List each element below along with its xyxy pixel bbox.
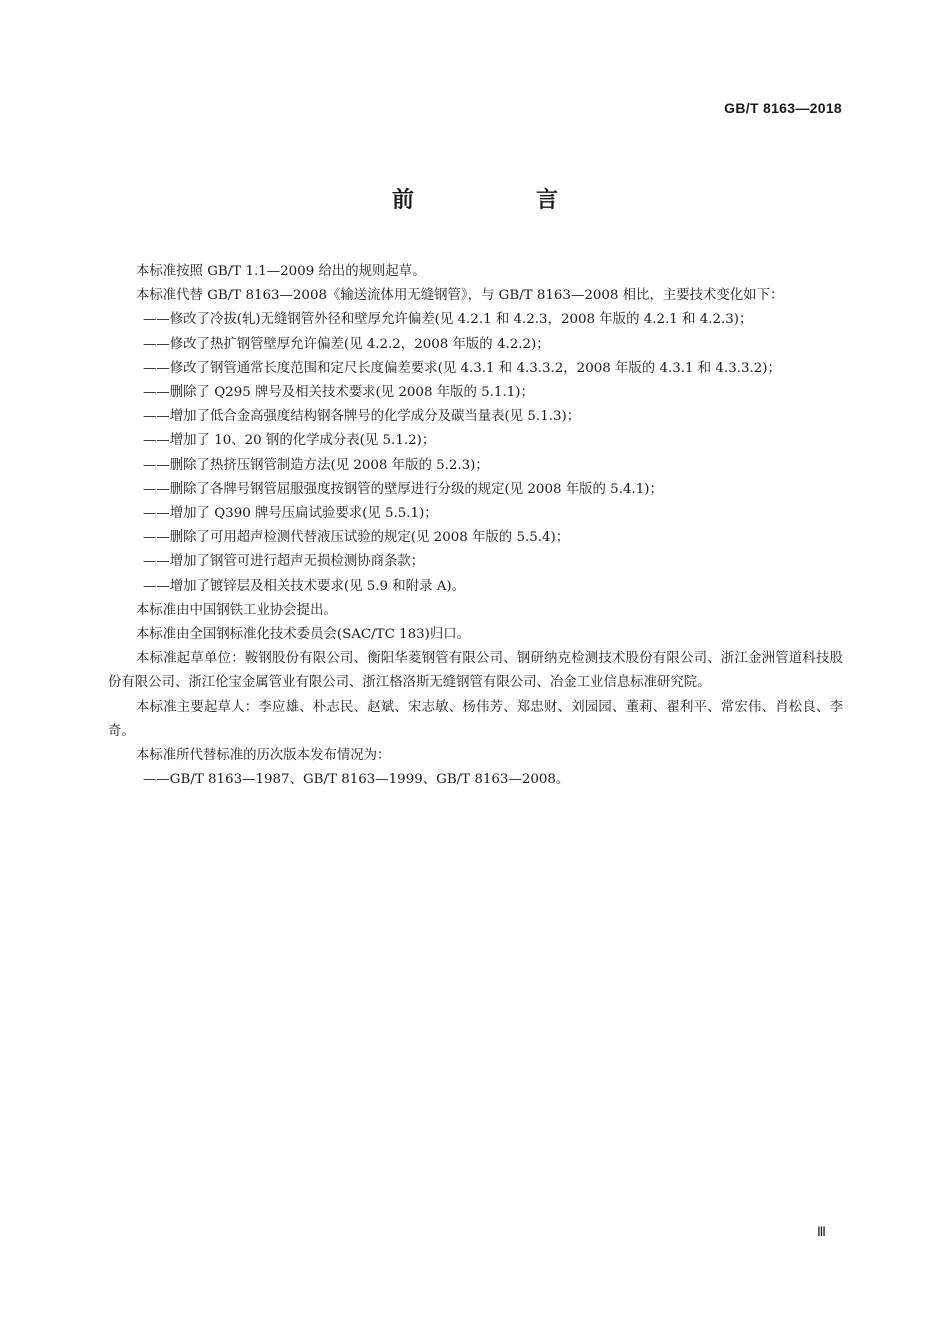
replacement-paragraph: 本标准代替 GB/T 8163—2008《输送流体用无缝钢管》，与 GB/T 8163—2008 相比，主要技术变化如下： [136,288,784,304]
page-title: 前 言 [391,188,608,213]
change-item: ——增加了镀锌层及相关技术要求(见 5.9 和附录 A)。 [143,578,465,594]
change-item: ——修改了冷拔(轧)无缝钢管外径和壁厚允许偏差(见 4.2.1 和 4.2.3，2008 年版的 4.2.1 和 4.2.3)； [143,312,753,328]
change-item: ——删除了热挤压钢管制造方法(见 2008 年版的 5.2.3)； [143,457,489,473]
page-number: Ⅲ [817,1224,826,1239]
proposer-paragraph: 本标准由中国钢铁工业协会提出。 [136,602,337,618]
change-item: ——增加了钢管可进行超声无损检测协商条款； [143,554,425,570]
drafters-paragraph: 本标准主要起草人：李应雄、朴志民、赵斌、宋志敏、杨伟芳、郑忠财、刘园园、董莉、翟利平、常宏伟、肖松良、李奇。 [108,699,843,739]
drafting-units-paragraph: 本标准起草单位：鞍钢股份有限公司、衡阳华菱钢管有限公司、钢研纳克检测技术股份有限公司、浙江金洲管道科技股份有限公司、浙江伦宝金属管业有限公司、浙江格洛斯无缝钢管有限公司、冶金工业信息标准研究院。 [108,651,843,691]
history-intro-paragraph: 本标准所代替标准的历次版本发布情况为： [136,748,391,764]
standard-code: GB/T 8163—2018 [724,100,842,116]
change-item: ——修改了钢管通常长度范围和定尺长度偏差要求(见 4.3.1 和 4.3.3.2，2008 年版的 4.3.1 和 4.3.3.2)； [143,360,781,376]
committee-paragraph: 本标准由全国钢标准化技术委员会(SAC/TC 183)归口。 [136,627,471,643]
change-item: ——删除了 Q295 牌号及相关技术要求(见 2008 年版的 5.1.1)； [143,385,534,401]
foreword-body [108,260,843,792]
change-item: ——增加了低合金高强度结构钢各牌号的化学成分及碳当量表(见 5.1.3)； [143,409,581,425]
change-item: ——增加了 10、20 钢的化学成分表(见 5.1.2)； [143,433,436,449]
change-item: ——删除了各牌号钢管屈服强度按钢管的壁厚进行分级的规定(见 2008 年版的 5.4.1)； [143,481,663,497]
change-item: ——增加了 Q390 牌号压扁试验要求(见 5.5.1)； [143,506,438,522]
drafting-rule-paragraph: 本标准按照 GB/T 1.1—2009 给出的规则起草。 [136,264,426,279]
change-item: ——删除了可用超声检测代替液压试验的规定(见 2008 年版的 5.5.4)； [143,530,570,546]
change-item: ——修改了热扩钢管壁厚允许偏差(见 4.2.2，2008 年版的 4.2.2)； [143,336,550,352]
history-item: ——GB/T 8163—1987、GB/T 8163—1999、GB/T 8163—2008。 [143,772,570,788]
